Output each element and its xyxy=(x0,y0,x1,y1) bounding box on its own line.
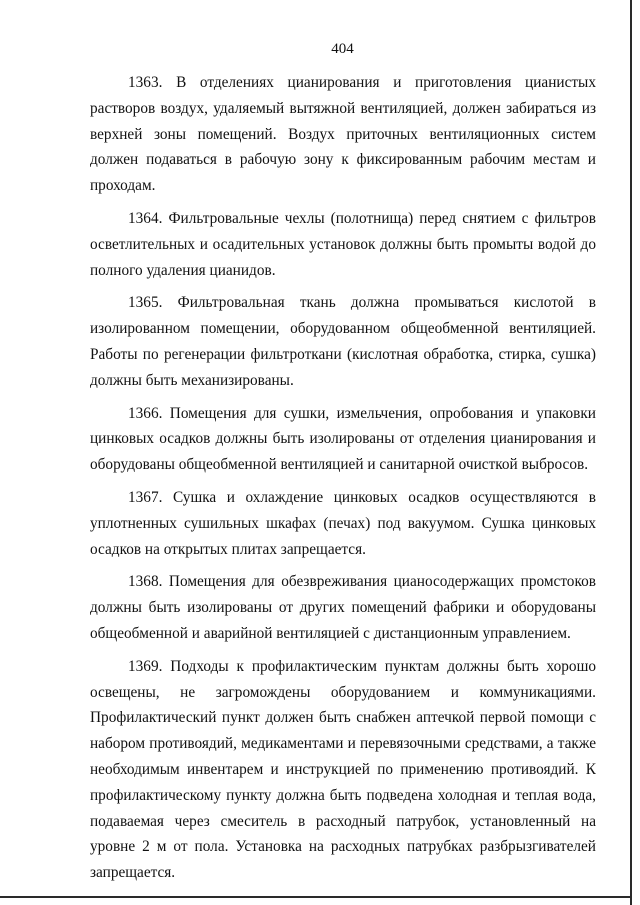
scan-edge-bottom xyxy=(0,896,632,898)
paragraph-1367: 1367. Сушка и охлаждение цинковых осадков осуществляются в уплотненных сушильных шкафах (печах) под вакуумом. Сушка цинковых осадков на открытых плитах запрещается. xyxy=(90,488,596,558)
scan-edge-right xyxy=(630,0,632,905)
paragraph-1366: 1366. Помещения для сушки, измельчения, опробования и упаковки цинковых осадков должны быть изолированы от отделения цианирования и оборудованы общеобменной вентиляцией и санитарной очисткой выбросов. xyxy=(90,404,596,474)
paragraph-1365: 1365. Фильтровальная ткань должна промываться кислотой в изолированном помещении, оборудованном общеобменной вентиляцией. Работы по регенерации фильтроткани (кислотная обработка, стирка, сушка) должны быть механизированы. xyxy=(90,294,596,389)
paragraph-1368: 1368. Помещения для обезвреживания цианосодержащих промстоков должны быть изолированы от других помещений фабрики и оборудованы общеобменной и аварийной вентиляцией с дистанционным управлением. xyxy=(90,573,596,642)
paragraph-1364: 1364. Фильтровальные чехлы (полотнища) перед снятием с фильтров осветлительных и осадительных установок должны быть промыты водой до полного удаления цианидов. xyxy=(90,209,596,279)
page-number: 404 xyxy=(331,41,354,57)
paragraph-1369: 1369. Подходы к профилактическим пунктам должны быть хорошо освещены, не загромождены оборудованием и коммуникациями. Профилактический пункт должен быть снабжен аптечкой первой помощи с набором противоядий, медикаментами и перевязочными средствами, а также необходимым инвентарем и инструкцией по применению противоядий. К профилактическому пункту должна быть подведена холодная и теплая вода, подаваемая через смеситель в расходный патрубок, установленный на уровне 2 м от пола. Установка на расходных патрубках разбрызгивателей запрещается. xyxy=(90,657,596,882)
document-body xyxy=(90,70,596,893)
paragraph-1363: 1363. В отделениях цианирования и приготовления цианистых растворов воздух, удаляемый вытяжной вентиляцией, должен забираться из верхней зоны помещений. Воздух приточных вентиляционных систем должен подаваться в рабочую зону к фиксированным рабочим местам и проходам. xyxy=(90,74,596,195)
